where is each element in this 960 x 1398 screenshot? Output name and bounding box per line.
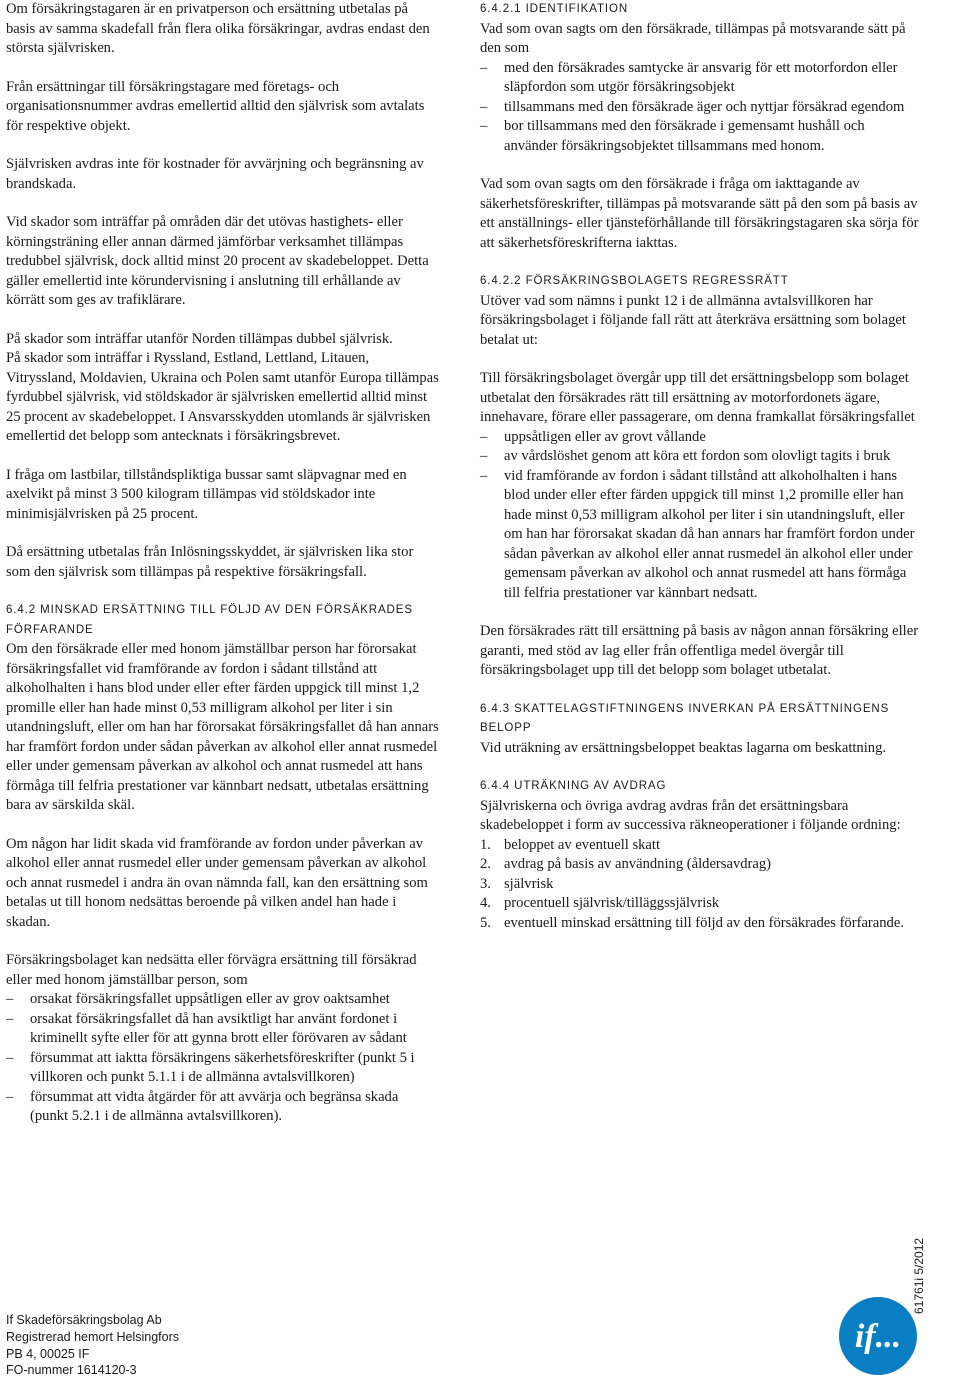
paragraph: Försäkringsbolaget kan nedsätta eller förvägra ersättning till försäkrad eller med honom jämställbar person, som [6,952,417,988]
left-column [6,0,440,1127]
dash-list [480,59,920,157]
paragraph: Till försäkringsbolaget övergår upp till det ersättningsbelopp som bolaget utbetalat den försäkrades rätt till ersättning av motorfordonets ägare, innehavare, förare eller passagerare, om denna framkallat försäkringsfallet [480,370,915,425]
list-item: 2. avdrag på basis av användning (åldersavdrag) [480,856,772,872]
list-item: – försummat att vidta åtgärder för att avvärja och begränsa skada (punkt 5.2.1 i de allmänna avtalsvillkoren). [6,1088,440,1127]
paragraph: Vad som ovan sagts om den försäkrade, tillämpas på motsvarande sätt på den som [480,20,906,56]
section-heading: 6.4.2.1 IDENTIFIKATION [480,3,629,15]
list-item: – bor tillsammans med den försäkrade i gemensamt hushåll och använder försäkringsobjektet tillsammans med honom. [480,117,920,156]
list-item: 4. procentuell självrisk/tilläggssjälvrisk [480,895,720,911]
section-heading: 6.4.2.2 FÖRSÄKRINGSBOLAGETS REGRESSRÄTT [480,275,789,287]
section-heading: 6.4.4 UTRÄKNING AV AVDRAG [480,780,667,792]
section-6-4-3 [480,700,920,759]
right-column [480,0,920,952]
numbered-list [480,836,920,934]
list-item: – av vårdslöshet genom att köra ett fordon som olovligt tagits i bruk [480,447,920,467]
paragraph: Självrisken avdras inte för kostnader för avvärjning och begränsning av brandskada. [6,156,424,192]
logo-text: if... [854,1318,902,1355]
paragraph: Om försäkringstagaren är en privatperson och ersättning utbetalas på basis av samma skadefall från flera olika försäkringar, avdras endast den största självrisken. [6,1,430,56]
section-6-4-2-1 [480,0,920,156]
section-heading: 6.4.2 MINSKAD ERSÄTTNING TILL FÖLJD AV DEN FÖRSÄKRADES FÖRFARANDE [6,604,413,636]
registered-office: Registrerad hemort Helsingfors [6,1329,179,1344]
paragraph: Självriskerna och övriga avdrag avdras från det ersättningsbara skadebeloppet i form av successiva räkneoperationer i följande ordning: [480,797,901,833]
list-item: – försummat att iaktta försäkringens säkerhetsföreskrifter (punkt 5 i villkoren och punkt 5.1.1 i de allmänna avtalsvillkoren) [6,1049,440,1088]
paragraph: Från ersättningar till försäkringstagare med företags- och organisationsnummer avdras emellertid alltid den självrisk som avtalats för respektive objekt. [6,78,425,134]
dash-list [6,990,440,1127]
if-logo [838,1296,918,1376]
paragraph: Utöver vad som nämns i punkt 12 i de allmänna avtalsvillkoren har försäkringsbolaget i följande fall rätt att återkräva ersättning som bolaget betalat ut: [480,292,906,348]
list-item: – uppsåtligen eller av grovt vållande [480,428,920,448]
list-item: 5. eventuell minskad ersättning till följd av den försäkrades förfarande. [480,914,904,931]
section-heading: 6.4.3 SKATTELAGSTIFTNINGENS INVERKAN PÅ ERSÄTTNINGENS BELOPP [480,702,890,734]
postal-address: PB 4, 00025 IF [6,1346,90,1361]
paragraph: Den försäkrades rätt till ersättning på basis av någon annan försäkring eller garanti, med stöd av lag eller från offentliga medel övergår till försäkringsbolaget upp till det belopp som bolaget utbetalat. [480,623,919,678]
paragraph: Vid skador som inträffar på områden där det utövas hastighets- eller körningsträning eller annan därmed jämförbar verksamhet tillämpas tredubbel självrisk, dock alltid minst 20 procent av skadebeloppet. Detta gäller emellertid inte körundervisning i anslutning till erhållande av körrätt som ges av trafiklärare. [6,214,429,308]
list-item: 3. självrisk [480,875,554,892]
footer-address [6,1312,179,1379]
business-id: FO-nummer 1614120-3 [6,1363,137,1378]
list-item: – vid framförande av fordon i sådant tillstånd att alkoholhalten i hans blod under eller efter färden uppgick till minst 1,2 promille eller han hade minst 0,53 milligram alkohol per liter i sin utandningsluft, eller om han har förorsakat skadan då han annars har framfört fordon under sådan påverkan av alkohol eller annat rusmedel än alkohol eller under gemensam påverkan av alkohol och annat rusmedel att hans förmåga till felfria prestationer var kännbart nedsatt. [480,467,920,604]
paragraph: Vad som ovan sagts om den försäkrade i fråga om iakttagande av säkerhetsföreskrifter, tillämpas på motsvarande sätt på den som på basis av ett anställnings- eller tjänsteförhållande till försäkringstagaren ska sörja för att säkerhetsföreskrifterna iakttas. [480,176,919,251]
list-item: – orsakat försäkringsfallet då han avsiktligt har använt fordonet i kriminellt syfte eller för att gynna brott eller förövaren av sådant [6,1010,440,1049]
section-6-4-2 [6,601,440,816]
list-item: 1. beloppet av eventuell skatt [480,836,661,853]
section-6-4-2-2 [480,272,920,350]
list-item: – med den försäkrades samtycke är ansvarig för ett motorfordon eller släpfordon som utgör försäkringsobjekt [480,59,920,98]
paragraph: På skador som inträffar i Ryssland, Estland, Lettland, Litauen, Vitryssland, Moldavien, Ukraina och Polen samt utanför Europa tillämpas fyrdubbel självrisk, vid stöldskador är självrisken emellertid alltid minst 25 procent av skadebeloppet. I Ansvarsskydden utomlands är självrisken emellertid det belopp som antecknats i försäkringsbrevet. [6,350,439,444]
company-name: If Skadeförsäkringsbolag Ab [6,1313,162,1327]
paragraph: I fråga om lastbilar, tillståndspliktiga bussar samt släpvagnar med en axelvikt på minst 3 500 kilogram tillämpas vid stöldskador inte minimisjälvrisken på 25 procent. [6,466,407,522]
paragraph: Om den försäkrade eller med honom jämställbar person har förorsakat försäkringsfallet vid framförande av fordon i sådant tillstånd att alkoholhalten i hans blod under eller efter färden uppgick till minst 1,2 promille eller han hade minst 0,53 milligram alkohol per liter i sin utandningsluft, eller om han har förorsakat försäkringsfallet då han annars har framfört fordon under sådan påverkan av alkohol eller annat rusmedel eller under gemensam påverkan av alkohol och annat rusmedel att hans förmåga till felfria prestationer var kännbart nedsatt, utbetalas ersättning bara av särskilda skäl. [6,641,439,813]
list-item: – tillsammans med den försäkrade äger och nyttjar försäkrad egendom [480,98,920,118]
paragraph: Då ersättning utbetalas från Inlösningsskyddet, är självrisken lika stor som den självrisk som tillämpas på respektive försäkringsfall. [6,544,414,580]
regress-paragraph [480,369,920,603]
paragraph: Vid uträkning av ersättningsbeloppet beaktas lagarna om beskattning. [480,739,887,756]
paragraph: Om någon har lidit skada vid framförande av fordon under påverkan av alkohol eller annat rusmedel eller under gemensam påverkan av alkohol och annat rusmedel i andra än ovan nämnda fall, kan den ersättning som betalas ut till honom nedsättas beroende på vilken andel han hade i skadan. [6,835,428,930]
section-6-4-4 [480,777,920,933]
dash-list [480,428,920,604]
paragraph: På skador som inträffar utanför Norden tillämpas dubbel självrisk. [6,330,393,347]
document-code: 61761i 5/2012 [912,1238,926,1315]
list-item: – orsakat försäkringsfallet uppsåtligen eller av grov oaktsamhet [6,990,440,1010]
